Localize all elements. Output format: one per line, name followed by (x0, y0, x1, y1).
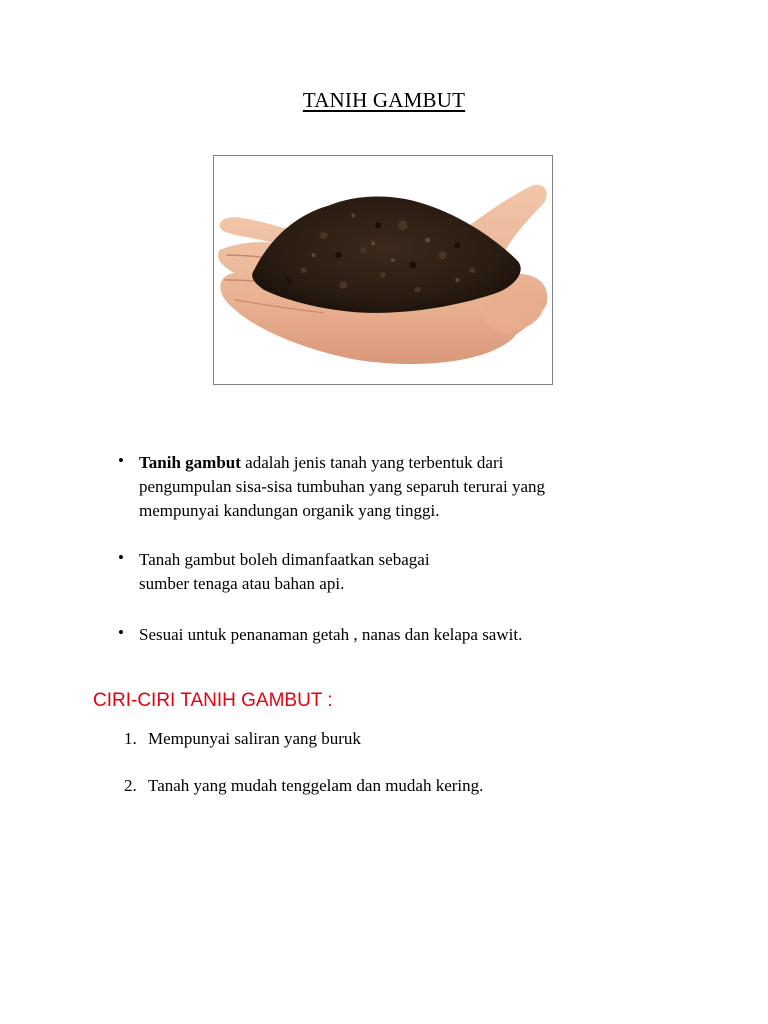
bullet-item-energy-source (139, 548, 519, 596)
list-number: 2. (124, 776, 137, 795)
numbered-item-drainage: Mempunyai saliran yang buruk (148, 729, 361, 748)
bullet-marker: • (118, 548, 124, 567)
numbered-item-subsidence: Tanah yang mudah tenggelam dan mudah kering. (148, 776, 484, 795)
bullet-text-line1: adalah jenis tanah yang terbentuk dari (240, 453, 504, 472)
bullet-text-line1: Tanah gambut boleh dimanfaatkan sebagai (139, 550, 430, 569)
list-number: 1. (124, 729, 137, 748)
bullet-text-line3: mempunyai kandungan organik yang tinggi. (139, 501, 440, 520)
bold-term: Tanih gambut (139, 453, 241, 472)
bullet-item-definition (139, 451, 639, 523)
bullet-item-crops (139, 623, 639, 647)
bullet-text-line1: Sesuai untuk penanaman getah , nanas dan kelapa sawit. (139, 625, 523, 644)
peat-soil-photo (213, 155, 553, 385)
bullet-marker: • (118, 623, 124, 642)
hands-holding-soil-illustration (214, 156, 552, 384)
document-title: TANIH GAMBUT (302, 88, 466, 112)
section-heading-characteristics: CIRI-CIRI TANIH GAMBUT : (93, 690, 333, 711)
bullet-marker: • (118, 451, 124, 470)
bullet-text-line2: sumber tenaga atau bahan api. (139, 574, 345, 593)
bullet-text-line2: pengumpulan sisa-sisa tumbuhan yang separuh terurai yang (139, 477, 546, 496)
